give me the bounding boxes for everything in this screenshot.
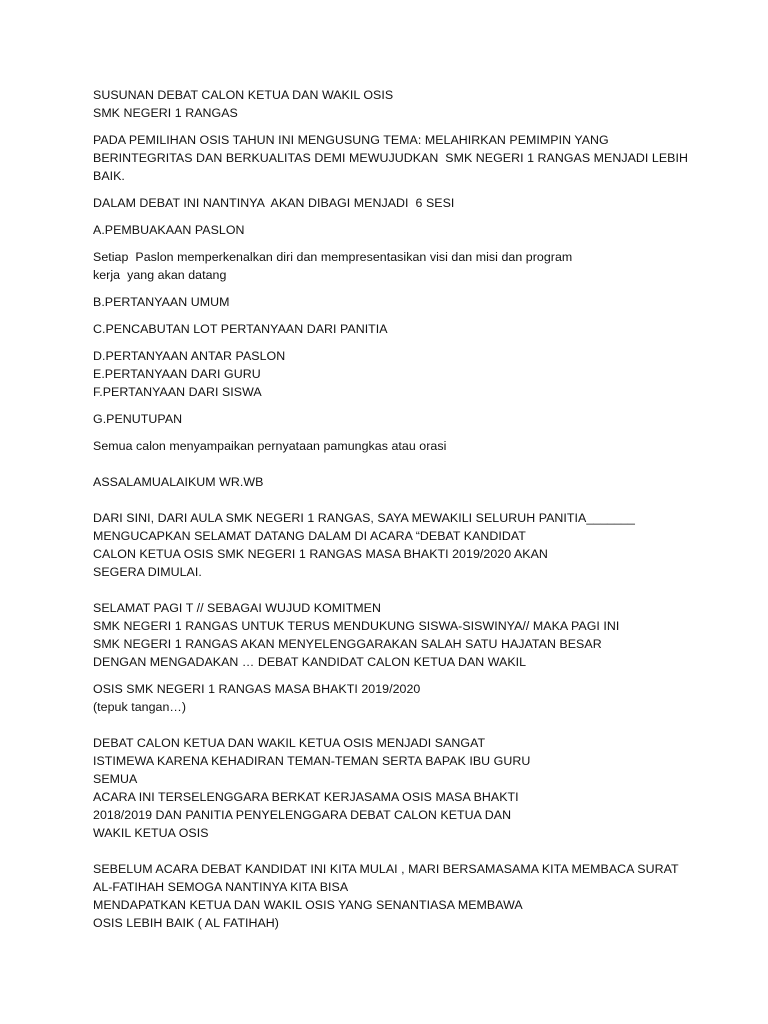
document-body	[93, 86, 693, 932]
text-line: C.PENCABUTAN LOT PERTANYAAN DARI PANITIA	[93, 322, 388, 336]
spacer	[93, 491, 693, 509]
text-line: OSIS SMK NEGERI 1 RANGAS MASA BHAKTI 2019/2020	[93, 682, 421, 696]
spacer	[93, 212, 693, 221]
text-line: Semua calon menyampaikan pernyataan pamungkas atau orasi	[93, 439, 447, 453]
text-line: ISTIMEWA KARENA KEHADIRAN TEMAN-TEMAN SERTA BAPAK IBU GURU	[93, 754, 531, 768]
prayer-paragraph	[93, 860, 693, 932]
text-line: WAKIL KETUA OSIS	[93, 826, 209, 840]
text-line: MENGUCAPKAN SELAMAT DATANG DALAM DI ACARA “DEBAT KANDIDAT	[93, 529, 526, 543]
text-line: DEBAT CALON KETUA DAN WAKIL KETUA OSIS MENJADI SANGAT	[93, 736, 486, 750]
text-line: ASSALAMUALAIKUM WR.WB	[93, 475, 264, 489]
spacer	[93, 671, 693, 680]
spacer	[93, 716, 693, 734]
spacer	[93, 185, 693, 194]
spacer	[93, 581, 693, 599]
spacer	[93, 455, 693, 473]
spacer	[93, 428, 693, 437]
spacer	[93, 401, 693, 410]
text-line: F.PERTANYAAN DARI SISWA	[93, 385, 262, 399]
session-d-f-list	[93, 347, 693, 401]
text-line: (tepuk tangan…)	[93, 700, 187, 714]
text-line: SEBELUM ACARA DEBAT KANDIDAT INI KITA MULAI , MARI BERSAMASAMA KITA MEMBACA SURAT	[93, 862, 679, 876]
document-title	[93, 86, 693, 122]
text-line: G.PENUTUPAN	[93, 412, 183, 426]
text-line: 2018/2019 DAN PANITIA PENYELENGGARA DEBAT CALON KETUA DAN	[93, 808, 512, 822]
text-line: DALAM DEBAT INI NANTINYA AKAN DIBAGI MENJADI 6 SESI	[93, 196, 455, 210]
spacer	[93, 284, 693, 293]
text-line: BAIK.	[93, 169, 125, 183]
session-intro	[93, 194, 693, 212]
spacer	[93, 338, 693, 347]
welcome-paragraph	[93, 509, 693, 581]
acknowledgement-paragraph	[93, 734, 693, 842]
title-line: SUSUNAN DEBAT CALON KETUA DAN WAKIL OSIS	[93, 88, 394, 102]
text-line: DARI SINI, DARI AULA SMK NEGERI 1 RANGAS, SAYA MEWAKILI SELURUH PANITIA_______	[93, 511, 635, 525]
period-paragraph	[93, 680, 693, 716]
text-line: ACARA INI TERSELENGGARA BERKAT KERJASAMA OSIS MASA BHAKTI	[93, 790, 519, 804]
session-c-heading	[93, 320, 693, 338]
text-line: E.PERTANYAAN DARI GURU	[93, 367, 261, 381]
subtitle-line: SMK NEGERI 1 RANGAS	[93, 106, 238, 120]
spacer	[93, 311, 693, 320]
greeting	[93, 473, 693, 491]
text-line: DENGAN MENGADAKAN … DEBAT KANDIDAT CALON KETUA DAN WAKIL	[93, 655, 527, 669]
spacer	[93, 122, 693, 131]
text-line: SEMUA	[93, 772, 138, 786]
text-line: CALON KETUA OSIS SMK NEGERI 1 RANGAS MASA BHAKTI 2019/2020 AKAN	[93, 547, 548, 561]
session-a-heading	[93, 221, 693, 239]
text-line: SEGERA DIMULAI.	[93, 565, 202, 579]
text-line: MENDAPATKAN KETUA DAN WAKIL OSIS YANG SENANTIASA MEMBAWA	[93, 898, 523, 912]
session-b-heading	[93, 293, 693, 311]
text-line: BERINTEGRITAS DAN BERKUALITAS DEMI MEWUJUDKAN SMK NEGERI 1 RANGAS MENJADI LEBIH	[93, 151, 688, 165]
text-line: D.PERTANYAAN ANTAR PASLON	[93, 349, 286, 363]
text-line: SELAMAT PAGI T // SEBAGAI WUJUD KOMITMEN	[93, 601, 381, 615]
session-a-description	[93, 248, 693, 284]
spacer	[93, 239, 693, 248]
opening-paragraph	[93, 599, 693, 671]
text-line: OSIS LEBIH BAIK ( AL FATIHAH)	[93, 916, 279, 930]
text-line: B.PERTANYAAN UMUM	[93, 295, 230, 309]
text-line: Setiap Paslon memperkenalkan diri dan mempresentasikan visi dan misi dan program	[93, 250, 573, 264]
text-line: SMK NEGERI 1 RANGAS AKAN MENYELENGGARAKAN SALAH SATU HAJATAN BESAR	[93, 637, 602, 651]
session-g-heading	[93, 410, 693, 428]
text-line: AL-FATIHAH SEMOGA NANTINYA KITA BISA	[93, 880, 349, 894]
spacer	[93, 842, 693, 860]
text-line: kerja yang akan datang	[93, 268, 227, 282]
text-line: PADA PEMILIHAN OSIS TAHUN INI MENGUSUNG TEMA: MELAHIRKAN PEMIMPIN YANG	[93, 133, 609, 147]
session-g-description	[93, 437, 693, 455]
theme-paragraph	[93, 131, 693, 185]
text-line: SMK NEGERI 1 RANGAS UNTUK TERUS MENDUKUNG SISWA-SISWINYA// MAKA PAGI INI	[93, 619, 620, 633]
text-line: A.PEMBUAKAAN PASLON	[93, 223, 245, 237]
